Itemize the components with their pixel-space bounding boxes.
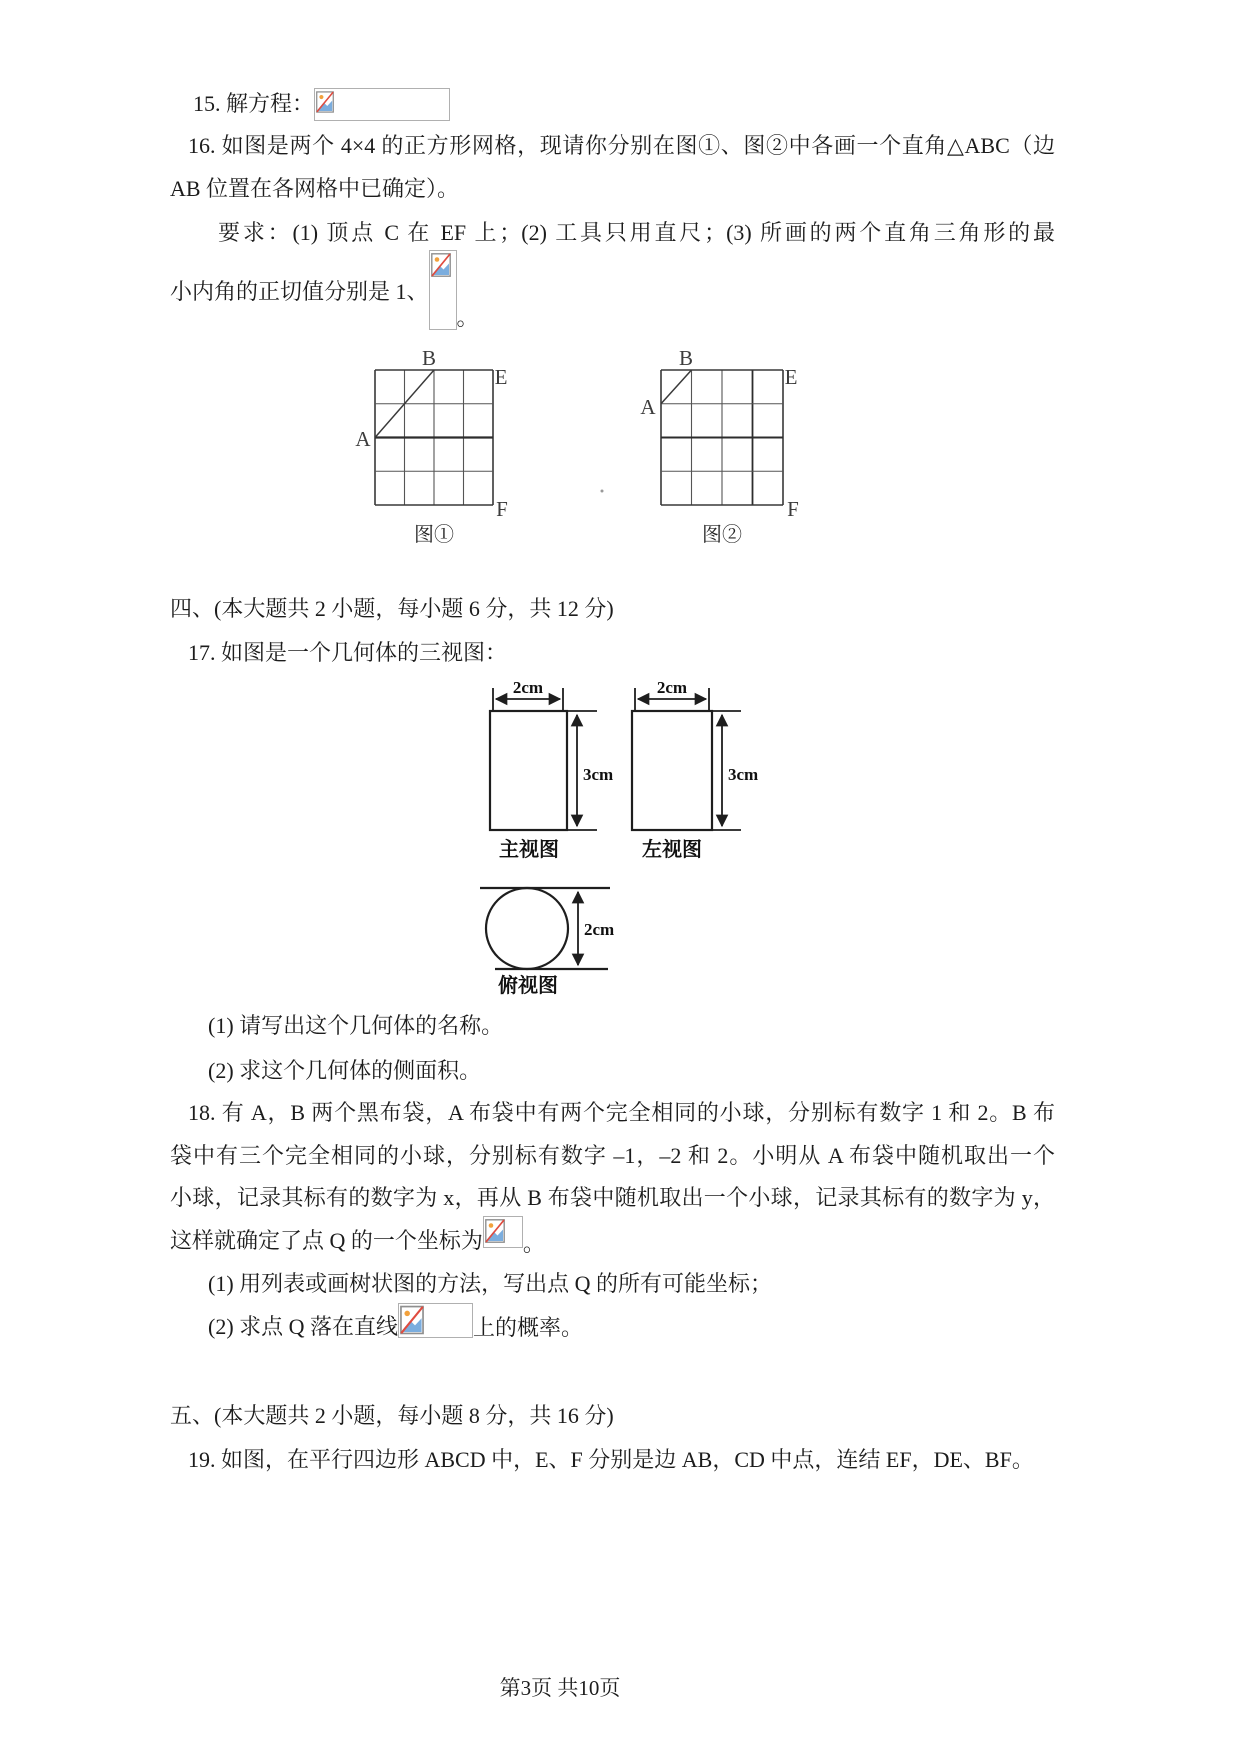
problem-19-line: 19. 如图，在平行四边形 ABCD 中，E、F 分别是边 AB，CD 中点，连结 EF，DE、BF。 [188,1447,1034,1472]
problem-15-text: 15. 解方程： [193,91,315,116]
top-view-caption: 俯视图 [498,975,558,997]
point-label-E: E [784,365,798,389]
front-width-label: 2cm [512,678,544,697]
left-width-label: 2cm [656,678,688,697]
problem-15-line [193,88,450,121]
problem-17-q2: (2) 求这个几何体的侧面积。 [208,1058,482,1083]
line-equation-text-before: (2) 求点 Q 落在直线 [208,1314,399,1339]
broken-image-icon [400,1305,424,1335]
top-view [480,888,614,997]
problem-17-q1: (1) 请写出这个几何体的名称。 [208,1013,504,1038]
problem-18-line-4 [170,1216,545,1259]
equation-image-placeholder-15 [314,88,450,121]
grid-figures-svg [330,345,810,555]
point-label-F: F [496,497,508,521]
problem-16-line-1: 16. 如图是两个 4×4 的正方形网格，现请你分别在图①、图②中各画一个直角△ABC（边 [188,133,1055,158]
three-view-figure-svg [450,670,770,1010]
point-label-F: F [787,497,799,521]
problem-16-line-2: AB 位置在各网格中已确定）。 [170,176,460,201]
fraction-image-placeholder-16 [429,250,457,330]
segment-AB-figure-2 [661,370,692,404]
section-4-heading: 四、(本大题共 2 小题，每小题 6 分，共 12 分) [170,596,614,621]
section-5-heading: 五、(本大题共 2 小题，每小题 8 分，共 16 分) [170,1403,614,1428]
tangent-text-before: 小内角的正切值分别是 1、 [170,279,429,304]
point-label-A: A [640,395,656,419]
grid-figure-1 [355,346,507,546]
problem-18-q1: (1) 用列表或画树状图的方法，写出点 Q 的所有可能坐标； [208,1271,773,1296]
figure-2-caption: 图② [702,524,742,546]
problem-18-q2 [208,1303,583,1343]
left-view [632,678,758,861]
line-equation-text-after: 上的概率。 [473,1315,584,1340]
front-view [490,678,613,861]
problem-18-line-2: 袋中有三个完全相同的小球，分别标有数字 –1，–2 和 2。小明从 A 布袋中随机取出一个 [170,1143,1055,1168]
left-height-label: 3cm [728,765,759,784]
figure-1-caption: 图① [414,524,454,546]
problem-18-line-3: 小球，记录其标有的数字为 x，再从 B 布袋中随机取出一个小球，记录其标有的数字为 y， [170,1185,1055,1210]
broken-image-icon [485,1218,505,1244]
point-label-B: B [421,346,437,370]
line-equation-image-placeholder-18 [398,1303,473,1338]
coordinate-text-after: 。 [522,1231,545,1256]
problem-16-tangent-line [170,250,479,333]
scan-speck [601,490,604,493]
page-number-footer: 第3页 共10页 [499,1676,621,1700]
broken-image-icon [316,90,334,114]
front-view-caption: 主视图 [499,839,559,861]
front-height-label: 3cm [583,765,614,784]
left-view-rect [632,711,712,830]
coordinate-text-before: 这样就确定了点 Q 的一个坐标为 [170,1228,483,1253]
problem-18-line-1: 18. 有 A，B 两个黑布袋，A 布袋中有两个完全相同的小球，分别标有数字 1 和 2。B 布 [188,1100,1055,1125]
point-label-E: E [494,365,508,389]
point-label-B: B [678,346,694,370]
top-diameter-label: 2cm [584,920,615,939]
coordinate-image-placeholder-18 [483,1216,523,1248]
problem-17-intro: 17. 如图是一个几何体的三视图： [188,640,508,665]
broken-image-icon [431,252,451,278]
left-view-caption: 左视图 [642,839,702,861]
top-view-circle [486,888,568,969]
front-view-rect [490,711,567,830]
grid-figure-2 [640,346,798,546]
problem-16-requirements-line: 要求：(1) 顶点 C 在 EF 上；(2) 工具只用直尺；(3) 所画的两个直角三角形的最 [218,220,1055,245]
point-label-A: A [355,427,371,451]
tangent-text-after: 。 [456,305,479,330]
